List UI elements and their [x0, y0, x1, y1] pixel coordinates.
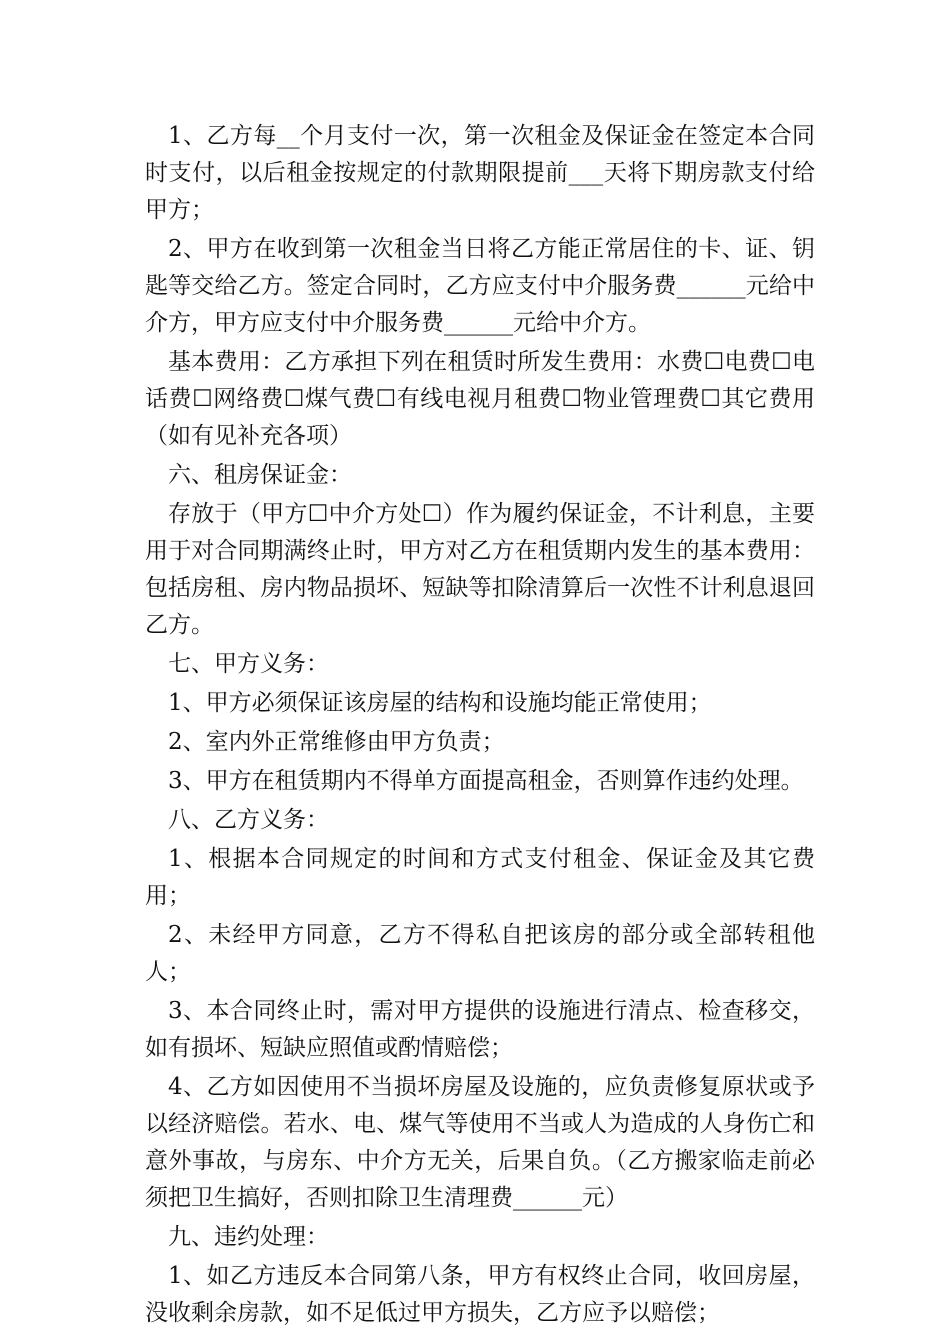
- section-heading-deposit: 六、租房保证金：: [168, 462, 352, 488]
- section-heading-party-b-duties: 八、乙方义务：: [168, 807, 329, 833]
- basic-fees-paragraph: 基本费用：乙方承担下列在租赁时所发生费用：水费☐电费☐电话费☐网络费☐煤气费☐有线电视月租费☐物业管理费☐其它费用（如有见补充各项）: [145, 349, 815, 449]
- payment-clause-2: 2、甲方在收到第一次租金当日将乙方能正常居住的卡、证、钥匙等交给乙方。签定合同时，乙方应支付中介服务费______元给中介方，甲方应支付中介服务费______元给中介方。: [145, 236, 815, 336]
- party-b-duty-2: 2、未经甲方同意，乙方不得私自把该房的部分或全部转租他人；: [145, 922, 815, 985]
- document-page: [145, 118, 815, 1334]
- breach-clause-1: 1、如乙方违反本合同第八条，甲方有权终止合同，收回房屋，没收剩余房款，如不足低过甲方损失，乙方应予以赔偿；: [145, 1263, 815, 1326]
- party-b-duty-1: 1、根据本合同规定的时间和方式支付租金、保证金及其它费用；: [145, 846, 815, 909]
- party-b-duty-4: 4、乙方如因使用不当损坏房屋及设施的，应负责修复原状或予以经济赔偿。若水、电、煤气等使用不当或人为造成的人身伤亡和意外事故，与房东、中介方无关，后果自负。（乙方搬家临走前必须把卫生搞好，否则扣除卫生清理费______元）: [145, 1074, 815, 1211]
- party-a-duty-3: 3、甲方在租赁期内不得单方面提高租金，否则算作违约处理。: [168, 768, 804, 794]
- payment-clause-1: 1、乙方每__个月支付一次，第一次租金及保证金在签定本合同时支付，以后租金按规定的付款期限提前___天将下期房款支付给甲方；: [145, 123, 815, 223]
- section-heading-breach: 九、违约处理：: [168, 1224, 329, 1250]
- party-a-duty-1: 1、甲方必须保证该房屋的结构和设施均能正常使用；: [168, 690, 712, 716]
- deposit-paragraph: 存放于（甲方☐中介方处☐）作为履约保证金，不计利息，主要用于对合同期满终止时，甲方对乙方在租赁期内发生的基本费用：包括房租、房内物品损坏、短缺等扣除清算后一次性不计利息退回乙方。: [145, 501, 815, 638]
- party-a-duty-2: 2、室内外正常维修由甲方负责；: [168, 729, 505, 755]
- party-b-duty-3: 3、本合同终止时，需对甲方提供的设施进行清点、检查移交，如有损坏、短缺应照值或酌情赔偿；: [145, 998, 815, 1061]
- section-heading-party-a-duties: 七、甲方义务：: [168, 651, 329, 677]
